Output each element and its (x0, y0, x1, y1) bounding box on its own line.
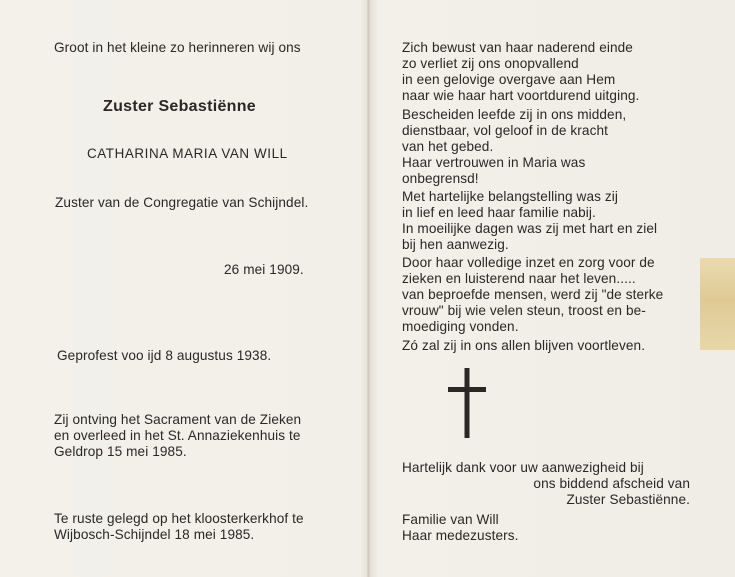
birth-line: 26 mei 1909. (224, 262, 304, 277)
tape-strip (700, 258, 735, 350)
verse-line: Haar vertrouwen in Maria was (402, 155, 586, 170)
signature-line-1: Familie van Will (402, 512, 499, 527)
verse-line: in een gelovige overgave aan Hem (402, 72, 616, 87)
verse-line: Zich bewust van haar naderend einde (402, 40, 633, 55)
verse-line: Bescheiden leefde zij in ons midden, (402, 107, 627, 122)
thanks-line-2: ons biddend afscheid van (533, 476, 690, 491)
verse-line: zo verliet zij ons onopvallend (402, 56, 579, 71)
verse-line: naar wie haar hart voortdurend uitging. (402, 88, 640, 103)
verse-line: In moeilijke dagen was zij met hart en ziel (402, 221, 658, 236)
burial-line-2: Wijbosch-Schijndel 18 mei 1985. (54, 527, 255, 542)
death-line-2: en overleed in het St. Annaziekenhuis te (54, 428, 301, 443)
verse-line: vrouw" bij wie velen steun, troost en be- (402, 303, 646, 318)
verse-line: Door haar volledige inzet en zorg voor de (402, 255, 655, 270)
latin-cross-icon (448, 368, 486, 438)
verse-line: van beproefde mensen, werd zij "de sterke (402, 287, 664, 302)
deceased-full-name: CATHARINA MARIA VAN WILL (87, 146, 288, 161)
thanks-line-1: Hartelijk dank voor uw aanwezigheid bij (402, 460, 644, 475)
card-fold (367, 0, 370, 577)
verse-line: dienstbaar, vol geloof in de kracht (402, 123, 609, 138)
burial-line-1: Te ruste gelegd op het kloosterkerkhof te (54, 511, 304, 526)
intro-line: Groot in het kleine zo herinneren wij ons (54, 40, 301, 55)
verse-line: in lief en leed haar familie nabij. (402, 205, 596, 220)
verse-line: zieken en luisterend naar het leven..... (402, 271, 636, 286)
profession-line: Geprofest voo ijd 8 augustus 1938. (57, 348, 272, 363)
verse-line: moediging vonden. (402, 319, 519, 334)
verse-line: Met hartelijke belangstelling was zij (402, 189, 619, 204)
signature-line-2: Haar medezusters. (402, 528, 519, 543)
deceased-title: Zuster Sebastiënne (103, 98, 257, 115)
verse-line: onbegrensd! (402, 171, 479, 186)
death-line-1: Zij ontving het Sacrament van de Zieken (54, 412, 302, 427)
verse-line: bij hen aanwezig. (402, 237, 509, 252)
verse-line: van het gebed. (402, 139, 494, 154)
verse-line: Zó zal zij in ons allen blijven voortleven. (402, 338, 646, 353)
death-line-3: Geldrop 15 mei 1985. (54, 444, 187, 459)
congregation-line: Zuster van de Congregatie van Schijndel. (55, 195, 309, 210)
thanks-line-3: Zuster Sebastiënne. (566, 492, 690, 507)
